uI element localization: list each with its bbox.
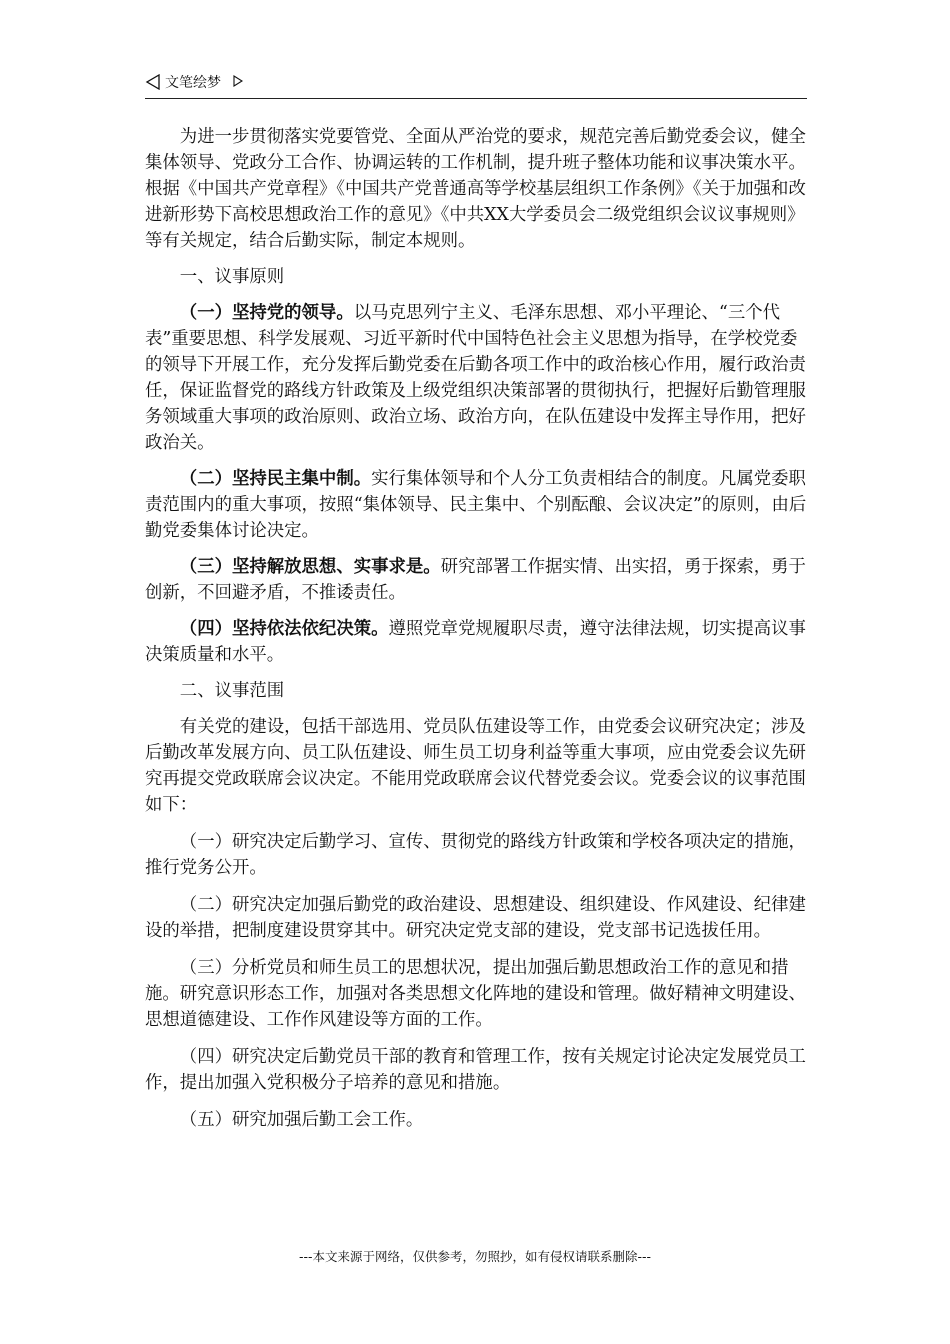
principle-text: 研究部署工作据实情、出实招，勇于探索，勇于创新，不回避矛盾，不推诿责任。: [145, 557, 806, 603]
section-heading-2: 二、议事范围: [179, 681, 285, 701]
principle-text: 以马克思列宁主义、毛泽东思想、邓小平理论、“三个代表”重要思想、科学发展观、习近平新时代中国特色社会主义思想为指导，在学校党委的领导下开展工作，充分发挥后勤党委在后勤各项工作中的政治核心作用，履行政治责任，保证监督党的路线方针政策及上级党组织决策部署的贯彻执行，把握好后勤管理服务领域重大事项的政治原则、政治立场、政治方向，在队伍建设中发挥主导作用，把好政治关。: [145, 303, 806, 453]
header-title: 文笔绘梦: [165, 75, 221, 91]
scope-item: （五）研究加强后勤工会工作。: [179, 1110, 424, 1130]
principle-item: [145, 300, 811, 456]
triangle-right-icon: [233, 75, 243, 87]
triangle-left-icon: [145, 74, 161, 90]
scope-item: （一）研究决定后勤学习、宣传、贯彻党的路线方针政策和学校各项决定的措施，推行党务公开。: [145, 832, 806, 878]
principle-text: 遵照党章党规履职尽责，遵守法律法规，切实提高议事决策质量和水平。: [145, 619, 806, 665]
footer-disclaimer: ---本文来源于网络，仅供参考，勿照抄，如有侵权请联系删除---: [298, 1249, 652, 1264]
scope-item: （二）研究决定加强后勤党的政治建设、思想建设、组织建设、作风建设、纪律建设的举措，把制度建设贯穿其中。研究决定党支部的建设，党支部书记选拔任用。: [145, 895, 806, 941]
page-header: [145, 70, 807, 99]
principle-title: （一）坚持党的领导。: [179, 303, 354, 323]
principle-item: [145, 616, 811, 668]
principle-title: （四）坚持依法依纪决策。: [179, 619, 389, 639]
scope-item: （四）研究决定后勤党员干部的教育和管理工作，按有关规定讨论决定发展党员工作，提出加强入党积极分子培养的意见和措施。: [145, 1047, 806, 1093]
principle-item: [145, 554, 811, 606]
principle-item: [145, 466, 811, 544]
scope-intro-paragraph: 有关党的建设，包括干部选用、党员队伍建设等工作，由党委会议研究决定；涉及后勤改革发展方向、员工队伍建设、师生员工切身利益等重大事项，应由党委会议先研究再提交党政联席会议决定。不能用党政联席会议代替党委会议。党委会议的议事范围如下：: [145, 717, 806, 815]
scope-item: （三）分析党员和师生员工的思想状况，提出加强后勤思想政治工作的意见和措施。研究意识形态工作，加强对各类思想文化阵地的建设和管理。做好精神文明建设、思想道德建设、工作作风建设等方面的工作。: [145, 958, 806, 1030]
principle-title: （三）坚持解放思想、实事求是。: [179, 557, 441, 577]
principle-title: （二）坚持民主集中制。: [179, 469, 372, 489]
section-heading-1: 一、议事原则: [179, 267, 285, 287]
intro-paragraph: 为进一步贯彻落实党要管党、全面从严治党的要求，规范完善后勤党委会议，健全集体领导、党政分工合作、协调运转的工作机制，提升班子整体功能和议事决策水平。根据《中国共产党章程》《中国共产党普通高等学校基层组织工作条例》《关于加强和改进新形势下高校思想政治工作的意见》《中共XX大学委员会二级党组织会议议事规则》等有关规定，结合后勤实际，制定本规则。: [145, 127, 806, 251]
document-body: [145, 124, 811, 1133]
principle-text: 实行集体领导和个人分工负责相结合的制度。凡属党委职责范围内的重大事项，按照“集体领导、民主集中、个别酝酿、会议决定”的原则，由后勤党委集体讨论决定。: [145, 469, 807, 541]
